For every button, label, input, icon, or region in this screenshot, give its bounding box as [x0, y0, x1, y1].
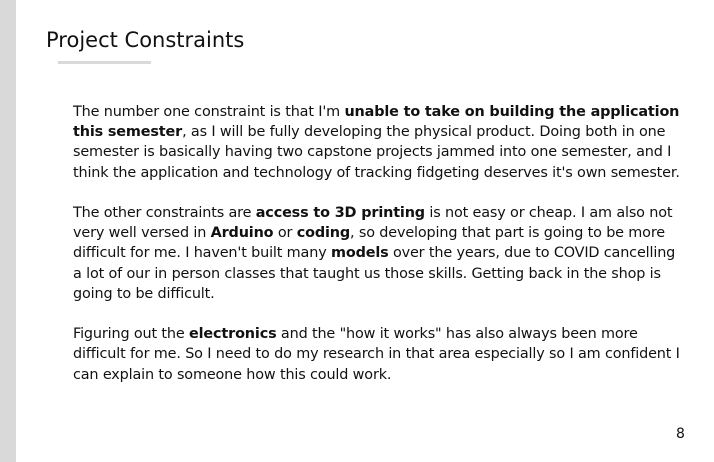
text-segment: is not easy or cheap. I am also not very well versed in [73, 205, 673, 242]
text-segment: The other constraints are [73, 205, 256, 221]
text-segment: The number one constraint is that I'm [73, 104, 345, 120]
bold-segment: electronics [189, 326, 277, 343]
paragraph-1 [73, 102, 683, 183]
text-segment: Figuring out the [73, 326, 190, 343]
left-accent-bar [0, 0, 16, 462]
bold-segment: unable to take on building the application this semester [73, 104, 680, 141]
paragraph-3 [73, 324, 683, 385]
title-underline [58, 61, 151, 64]
bold-segment: coding [296, 225, 350, 242]
body-text [73, 102, 683, 405]
text-segment: and the "how it works" has also always been more difficult for me. So I need to do my research in that area especially so I am confident I can explain to someone how this could work. [73, 326, 680, 383]
bold-segment: Arduino [210, 225, 274, 242]
text-segment: , as I will be fully developing the physical product. Doing both in one semester is basically having two capstone projects jammed into one semester, and I think the application and technology of tracking fidgeting deserves it's own semester. [73, 124, 680, 181]
slide-title: Project Constraints [46, 28, 245, 52]
text-segment: over the years, due to COVID cancelling a lot of our in person classes that taught us those skills. Getting back in the shop is going to be difficult. [73, 245, 676, 302]
page-number: 8 [676, 426, 685, 442]
text-segment: , so developing that part is going to be more difficult for me. I haven't built many [73, 225, 665, 262]
paragraph-2 [73, 203, 683, 304]
text-segment: or [273, 225, 297, 242]
bold-segment: models [330, 245, 389, 262]
bold-segment: access to 3D printing [255, 205, 425, 221]
